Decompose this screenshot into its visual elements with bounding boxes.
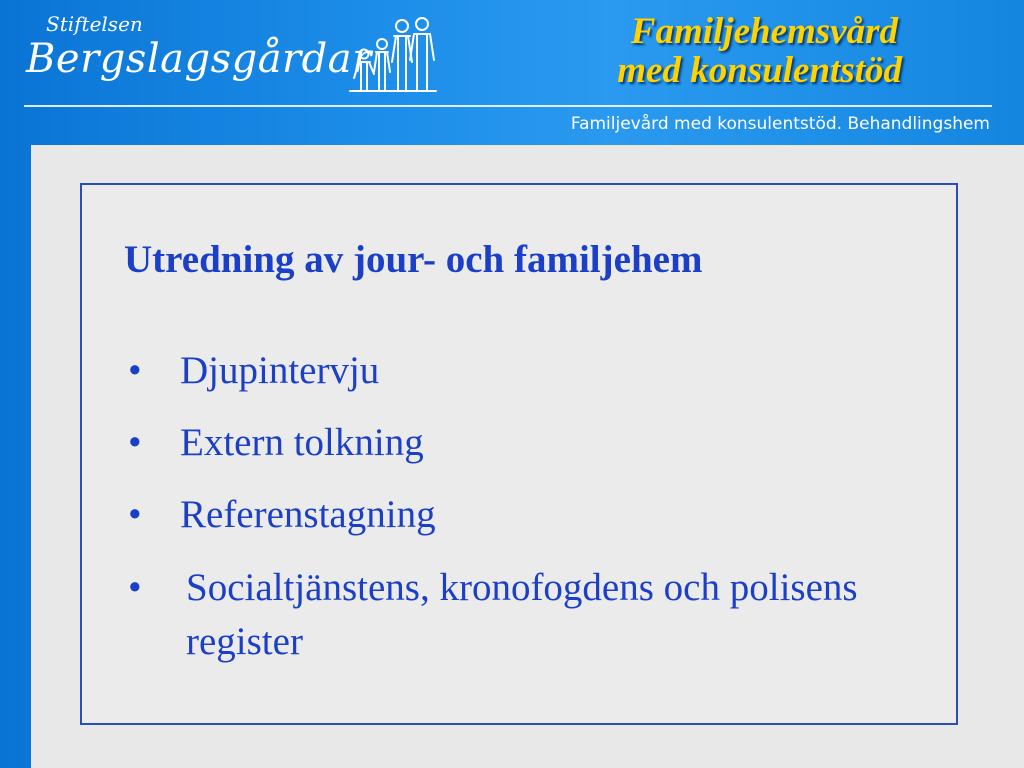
org-name: Bergslagsgårdar [26, 36, 372, 82]
bullet-icon: • [128, 421, 142, 464]
tagline: Familjevård med konsulentstöd. Behandlingshem [570, 114, 990, 134]
bullet-text: Socialtjänstens, kronofogdens och polisens register [186, 566, 858, 663]
bullet-icon: • [128, 349, 142, 392]
list-item [118, 345, 886, 397]
bullet-icon: • [128, 493, 142, 536]
family-figures-icon [344, 14, 440, 94]
list-item [118, 489, 886, 541]
org-prefix: Stiftelsen [46, 12, 143, 36]
slide-content-box [80, 183, 958, 725]
list-item [118, 417, 886, 469]
presentation-title [617, 11, 902, 91]
title-line-1: Familjehemsvård [630, 11, 898, 52]
list-item [118, 561, 886, 669]
bullet-text: Extern tolkning [180, 421, 424, 464]
title-line-2: med konsulentstöd [617, 50, 902, 91]
bullet-list [118, 345, 886, 689]
header-divider [24, 105, 992, 107]
header [0, 0, 1024, 145]
slide-heading: Utredning av jour- och familjehem [124, 238, 703, 281]
bullet-icon: • [128, 566, 142, 609]
bullet-text: Djupintervju [180, 349, 380, 392]
bullet-text: Referenstagning [180, 493, 436, 536]
